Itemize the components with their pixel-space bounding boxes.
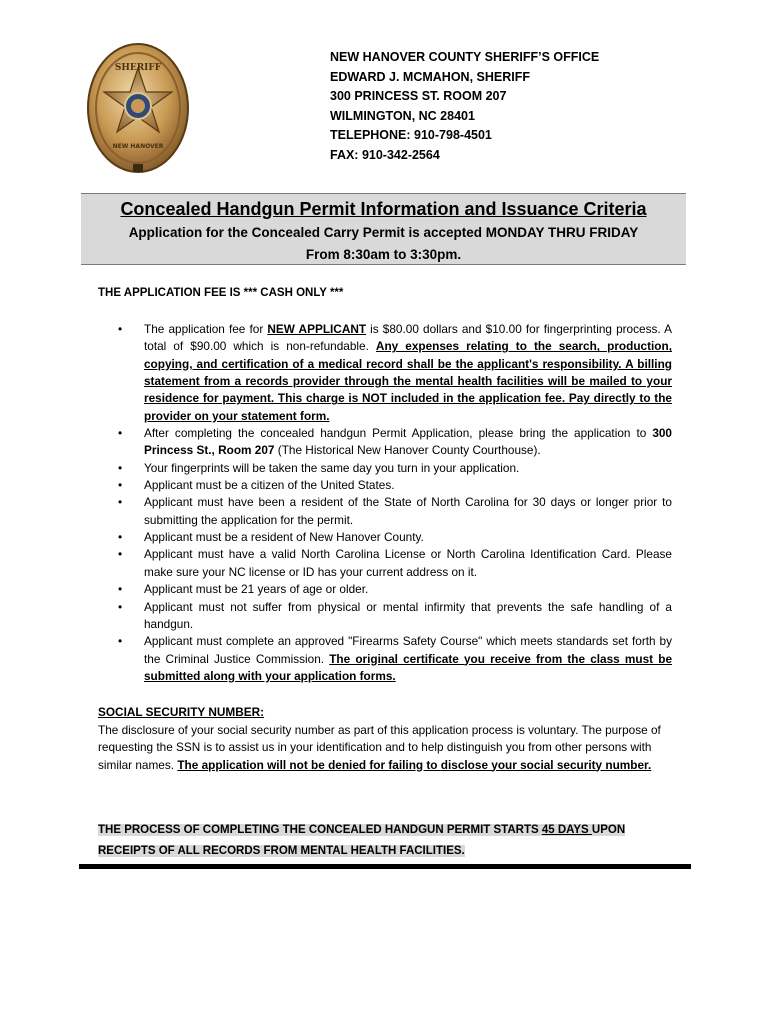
office-city: WILMINGTON, NC 28401 — [330, 108, 475, 123]
fee-note: THE APPLICATION FEE IS *** CASH ONLY *** — [98, 287, 344, 299]
process-text: THE PROCESS OF COMPLETING THE CONCEALED HANDGUN PERMIT STARTS — [98, 824, 542, 836]
certificate-notice: The original certificate you receive from the class must be submitted along with your application forms. — [144, 651, 673, 683]
bullet-text: (The Historical New Hanover County Courthouse). — [274, 443, 541, 458]
badge-top-text: SHERIFF — [114, 63, 162, 73]
office-telephone: TELEPHONE: 910-798-4501 — [330, 128, 492, 143]
medical-record-notice: Any expenses relating to the search, production, copying, and certification of a medical record shall be the applicant's responsibility. A billing statement from a records provider through the mental health facilities will be mailed to your residence for payment. This charge is NOT included in the application fee. Pay directly to the provider on your statement form. — [144, 339, 672, 423]
bullet-text: The application fee for — [144, 322, 268, 336]
list-item: • Applicant must be 21 years of age or older. — [98, 581, 672, 598]
bullet-text: Applicant must complete an approved "Firearms Safety Course" which meets standards set forth by the Criminal Justice Commission. — [144, 634, 672, 666]
list-item: • Applicant must be a citizen of the United States. — [98, 477, 672, 494]
sheriff-badge-icon — [84, 40, 192, 180]
office-address: 300 PRINCESS ST. ROOM 207 — [330, 89, 507, 104]
office-name: NEW HANOVER COUNTY SHERIFF’S OFFICE — [330, 50, 600, 64]
office-fax: FAX: 910-342-2564 — [330, 147, 440, 162]
badge-bottom-text: NEW HANOVER — [112, 143, 164, 150]
bottom-divider — [79, 864, 691, 869]
bullet-text: After completing the concealed handgun Permit Application, please bring the application to — [144, 426, 653, 441]
list-item — [98, 633, 672, 685]
ssn-section — [98, 704, 672, 774]
bullet-text: is $80.00 dollars and $10.00 for fingerprinting process. A total of $90.00 which is non-refundable. — [144, 322, 672, 354]
process-note — [98, 820, 625, 862]
new-applicant-emphasis: NEW APPLICANT — [267, 322, 367, 336]
page-title: Concealed Handgun Permit Information and Issuance Criteria — [120, 199, 647, 219]
sheriff-name: EDWARD J. MCMAHON, SHERIFF — [330, 69, 530, 84]
list-item: • Applicant must be a resident of New Hanover County. — [98, 529, 672, 546]
list-item: • Your fingerprints will be taken the same day you turn in your application. — [98, 460, 672, 477]
process-line-2: RECEIPTS OF ALL RECORDS FROM MENTAL HEALTH FACILITIES. — [98, 845, 465, 857]
ssn-text: The disclosure of your social security number as part of this application process is voluntary. The purpose of requesting the SSN is to assist us in your identification and to help distinguish you from other persons with similar names. — [98, 722, 661, 772]
list-item: • Applicant must not suffer from physical or mental infirmity that prevents the safe handling of a handgun. — [98, 599, 672, 634]
list-item: • Applicant must have a valid North Carolina License or North Carolina Identification Card. Please make sure your NC license or ID has your current address on it. — [98, 546, 672, 581]
ssn-heading: SOCIAL SECURITY NUMBER: — [98, 705, 265, 719]
list-item — [98, 425, 672, 460]
office-contact-block — [330, 48, 599, 166]
title-band — [81, 193, 686, 265]
schedule-line-2: From 8:30am to 3:30pm. — [305, 247, 462, 262]
list-item — [98, 321, 672, 425]
ssn-emphasis: The application will not be denied for failing to disclose your social security number. — [177, 757, 652, 772]
room-address: 300 Princess St., Room 207 — [144, 426, 672, 458]
criteria-list — [98, 321, 672, 685]
list-item: • Applicant must have been a resident of the State of North Carolina for 30 days or longer prior to submitting the application for the permit. — [98, 494, 672, 529]
process-days: 45 DAYS — [541, 824, 592, 836]
process-text-end: UPON — [591, 824, 626, 836]
schedule-line-1: Application for the Concealed Carry Permit is accepted MONDAY THRU FRIDAY — [128, 225, 639, 240]
